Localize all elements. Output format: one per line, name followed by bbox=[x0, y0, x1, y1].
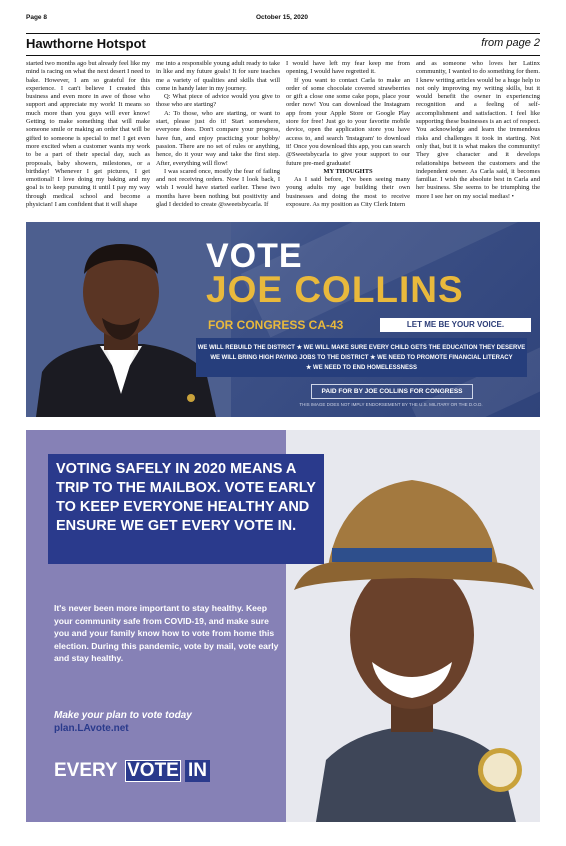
pledge-line: ★ WE NEED TO END HOMELESSNESS bbox=[306, 365, 417, 371]
publication-title: Hawthorne Hotspot bbox=[26, 36, 146, 51]
article-column-1 bbox=[26, 60, 150, 218]
article-paragraph: As I said before, I've been seeing many young adults my age building their own businesses and doing the most to receive exposure. As my position as City Clerk Intern bbox=[286, 176, 410, 209]
collins-campaign-ad bbox=[26, 222, 540, 417]
interview-question: Q: What piece of advice would you give to those who are starting? bbox=[156, 93, 280, 109]
article-paragraph: If you want to contact Carla to make an order of some chocolate covered strawberries or gift a close one some cake pops, place your order now! You can download the Instagram app from your Apple Store or Google Play store for free! Just go to your favorite mobile device, open the application store you have access to, and search 'Instagram' to download it! Once you download this app, you can search @Sweetsbycarla to give your support to our future pre-med graduate! bbox=[286, 76, 410, 167]
ad-headline: VOTING SAFELY IN 2020 MEANS A TRIP TO THE MAILBOX. VOTE EARLY TO KEEP EVERYONE HEALTHY AND ENSURE WE GET EVERY VOTE IN. bbox=[48, 454, 324, 564]
plan-url: plan.LAvote.net bbox=[54, 723, 129, 734]
logo-word-in: IN bbox=[185, 760, 210, 782]
campaign-slogan: LET ME BE YOUR VOICE. bbox=[380, 318, 531, 332]
logo-word-every: EVERY bbox=[54, 760, 118, 781]
page-number: Page 8 bbox=[26, 14, 47, 21]
candidate-portrait bbox=[26, 222, 231, 417]
paid-for-notice: PAID FOR BY JOE COLLINS FOR CONGRESS bbox=[311, 384, 473, 399]
article-columns bbox=[26, 60, 540, 220]
plan-call-to-action: Make your plan to vote today bbox=[54, 710, 192, 721]
article-paragraph: me into a responsible young adult ready to take in like and my future goals! It for sure teaches me a variety of qualities and skills that will come in handy later in my journey. bbox=[156, 60, 280, 92]
voter-photo bbox=[286, 430, 540, 822]
page-header bbox=[26, 14, 540, 26]
article-paragraph: and as someone who loves her Latinx community, I wanted to do something for them. I knew writing articles would be a huge help to not only improving my writing skills, but it would benefit the owner in experiencing recognition and a feeling of self-accomplishment and satisfaction. I feel like supporting these businesses is an act of respect. You acknowledge and learn the tremendous risks and challenges it took in starting. Not only that, but it is what makes the community! They give character and it develops relationships between the customers and the independent owner. As Carla said, it becomes familiar. I wish the absolute best in Carla and her business. She seems to be triumphing the more I see her on my social medias! • bbox=[416, 60, 540, 200]
military-disclaimer: THIS IMAGE DOES NOT IMPLY ENDORSEMENT BY THE U.S. MILITARY OR THE D.O.D. bbox=[299, 402, 483, 407]
logo-word-vote: VOTE bbox=[125, 760, 181, 782]
header-rule bbox=[26, 33, 540, 34]
candidate-name: JOE COLLINS bbox=[206, 269, 464, 310]
article-paragraph: I was scared once, mostly the fear of failing and not receiving orders. Now I look back, I wish I would have started earlier. These two months have been nothing but positivity and glad I decided to create @sweetsbycarla. If bbox=[156, 167, 280, 209]
article-column-2 bbox=[156, 60, 280, 218]
continued-from: from page 2 bbox=[481, 37, 540, 49]
issue-date: October 15, 2020 bbox=[256, 14, 309, 21]
article-paragraph: I would have left my fear keep me from opening, I would have regretted it. bbox=[286, 60, 410, 76]
campaign-pledges bbox=[196, 338, 527, 377]
article-column-3 bbox=[286, 60, 410, 218]
ad-body-copy: It's never been more important to stay healthy. Keep your community safe from COVID-19, and make sure you and your family know how to vote from home this election. During this pandemic, vote by mail, vote early and stay healthy. bbox=[54, 603, 279, 663]
section-subhead: MY THOUGHTS bbox=[323, 167, 373, 175]
pledge-line: WE WILL BRING HIGH PAYING JOBS TO THE DISTRICT ★ WE NEED TO PROMOTE FINANCIAL LITERACY bbox=[210, 355, 513, 361]
lavote-ad bbox=[26, 430, 540, 822]
interview-answer: A: To those, who are starting, or want to start, please just do it! Start somewhere, everyone does. Don't compare your progress, have fun, and enjoy practicing your hobby/ passion. There are no set of rules or anything, hence, do it your way and take the first step. After, everything will flow! bbox=[156, 109, 280, 167]
article-column-4 bbox=[416, 60, 540, 218]
office-sought: FOR CONGRESS CA-43 bbox=[208, 318, 344, 332]
masthead bbox=[26, 36, 540, 54]
masthead-rule bbox=[26, 55, 540, 56]
article-paragraph: started two months ago but already feel like my mind is racing on what the next desert I need to bake. However, I am so grateful for this experience. I can't believe I created this business and even more in awe of those who support and appreciate my work! It means so much more than you guys will ever know! Getting to make something that will make someone smile or making an order that will be gifted to someone is special to me! I get even more excited when a customer wants my work to be a part of their special day, such as proposals, baby showers, milestones, or a birthday! Whenever I get pictures, I get emotional! I love doing my baking and my goal is to keep pursuing it until I pay my way through medical school and become a physician! I am confident that it will shape bbox=[26, 60, 150, 209]
ad-vote-heading: VOTE bbox=[206, 237, 303, 275]
pledge-line: WE WILL REBUILD THE DISTRICT ★ WE WILL MAKE SURE EVERY CHILD GETS THE EDUCATION THEY DESERVE bbox=[197, 345, 526, 351]
